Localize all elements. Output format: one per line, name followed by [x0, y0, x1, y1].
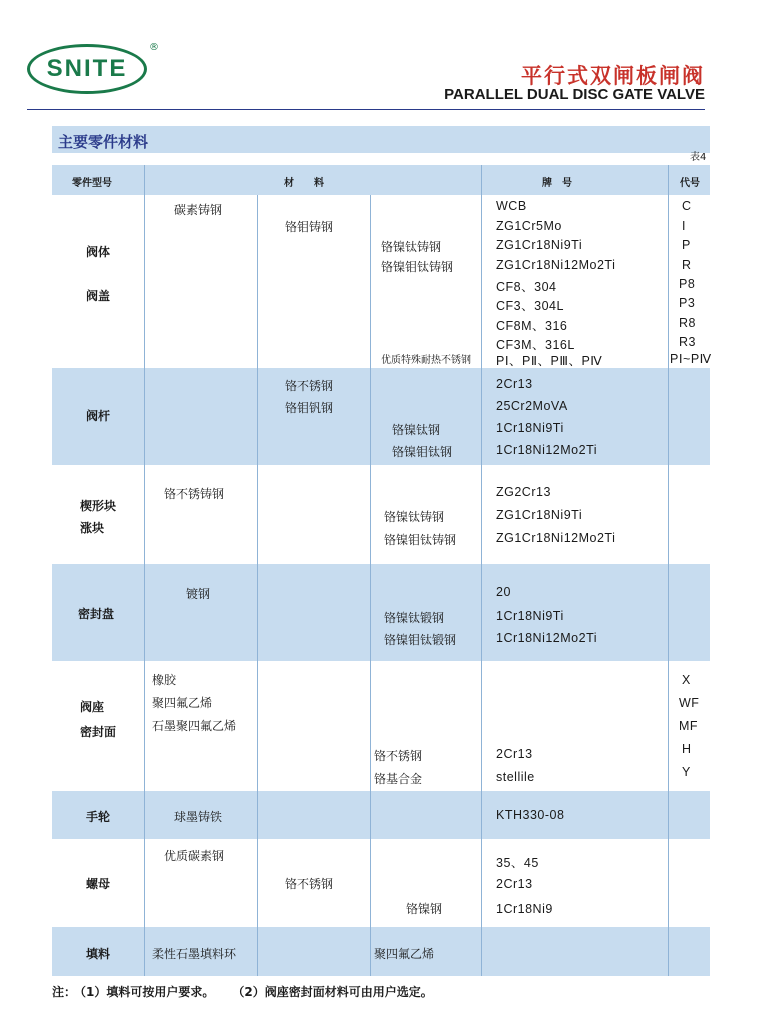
material-label: 优质碳素钢: [164, 849, 225, 863]
grade-value: ZG1Cr18Ni9Ti: [496, 238, 583, 252]
table-number: 表4: [690, 152, 707, 163]
material-label: 铬镍钛铸钢: [384, 510, 445, 524]
material-label: 石墨聚四氟乙烯: [152, 719, 237, 733]
material-label: 铬不锈钢: [374, 749, 423, 763]
code-value: P: [682, 238, 691, 252]
footnote: [52, 983, 457, 1000]
grade-value: 1Cr18Ni12Mo2Ti: [496, 631, 598, 645]
part-name: 阀座: [80, 700, 105, 714]
code-value: P3: [679, 296, 696, 310]
code-value: R3: [679, 335, 696, 349]
code-value: C: [682, 199, 692, 213]
column-divider: [481, 165, 482, 976]
code-value: X: [682, 673, 691, 687]
part-name: 楔形块: [80, 499, 117, 513]
material-label: 铬不锈钢: [285, 877, 334, 891]
part-name: 密封面: [80, 725, 117, 739]
part-name: 手轮: [86, 810, 111, 824]
table-row: [52, 465, 710, 564]
material-label: 聚四氟乙烯: [374, 947, 435, 961]
code-value: WF: [679, 696, 700, 710]
title-en: PARALLEL DUAL DISC GATE VALVE: [444, 86, 705, 103]
grade-value: 1Cr18Ni9: [496, 902, 553, 916]
grade-value: PⅠ、PⅡ、PⅢ、PⅣ: [496, 354, 603, 368]
grade-value: 25Cr2MoVA: [496, 399, 568, 413]
header-code: 代号: [680, 178, 700, 189]
code-value: MF: [679, 719, 699, 733]
material-label: 铬镍钛锻钢: [384, 611, 445, 625]
table-row: [52, 564, 710, 661]
grade-value: CF8、304: [496, 280, 557, 294]
part-name: 螺母: [86, 877, 111, 891]
material-label: 铬不锈钢: [285, 379, 334, 393]
table-row: [52, 368, 710, 465]
part-name: 填料: [86, 947, 111, 961]
grade-value: ZG1Cr18Ni12Mo2Ti: [496, 531, 616, 545]
grade-value: ZG1Cr5Mo: [496, 219, 562, 233]
code-value: R: [682, 258, 692, 272]
grade-value: KTH330-08: [496, 808, 565, 822]
material-label: 铬镍钼钛铸钢: [381, 260, 454, 274]
header-part: 零件型号: [72, 178, 112, 189]
grade-value: CF8M、316: [496, 319, 568, 333]
material-label: 铬镍钛铸钢: [381, 240, 442, 254]
material-label: 柔性石墨填料环: [152, 947, 237, 961]
materials-table: [52, 165, 710, 976]
part-name: 密封盘: [78, 607, 115, 621]
material-label: 橡胶: [152, 673, 177, 687]
grade-value: ZG1Cr18Ni9Ti: [496, 508, 583, 522]
grade-value: CF3、304L: [496, 299, 564, 313]
code-value: P8: [679, 277, 696, 291]
grade-value: CF3M、316L: [496, 338, 575, 352]
column-divider: [144, 165, 145, 976]
code-value: I: [682, 219, 686, 233]
brand-logo: [27, 44, 147, 94]
material-label: 优质特殊耐热不锈钢: [381, 355, 471, 366]
grade-value: 1Cr18Ni9Ti: [496, 421, 564, 435]
code-value: PⅠ~PⅣ: [670, 352, 712, 366]
grade-value: stellile: [496, 770, 535, 784]
grade-value: 35、45: [496, 856, 539, 870]
grade-value: 2Cr13: [496, 877, 533, 891]
grade-value: ZG1Cr18Ni12Mo2Ti: [496, 258, 616, 272]
material-label: 铬基合金: [374, 772, 423, 786]
grade-value: 2Cr13: [496, 747, 533, 761]
material-label: 铬镍钼钛钢: [392, 445, 453, 459]
material-label: 聚四氟乙烯: [152, 696, 213, 710]
material-label: 铬镍钼钛铸钢: [384, 533, 457, 547]
registered-mark: ®: [149, 42, 159, 53]
material-label: 碳素铸钢: [174, 203, 223, 217]
code-value: R8: [679, 316, 696, 330]
material-label: 铬镍钢: [406, 902, 443, 916]
material-label: 铬钼铸钢: [285, 220, 334, 234]
part-name: 涨块: [80, 521, 105, 535]
material-label: 铬钼钒钢: [285, 401, 334, 415]
part-name: 阀盖: [86, 289, 111, 303]
code-value: Y: [682, 765, 691, 779]
grade-value: 1Cr18Ni12Mo2Ti: [496, 443, 598, 457]
material-label: 铬镍钼钛锻钢: [384, 633, 457, 647]
grade-value: 20: [496, 585, 511, 599]
title-cn: 平行式双闸板闸阀: [521, 64, 705, 88]
table-row: [52, 791, 710, 839]
column-divider: [257, 195, 258, 976]
section-title: 主要零件材料: [58, 133, 149, 151]
note-1: （1）填料可按用户要求。: [80, 985, 215, 999]
grade-value: ZG2Cr13: [496, 485, 551, 499]
header-material: 材 料: [284, 178, 324, 189]
material-label: 铬镍钛钢: [392, 423, 441, 437]
material-label: 球墨铸铁: [174, 810, 223, 824]
part-name: 阀杆: [86, 409, 111, 423]
header-grade: 牌 号: [542, 178, 572, 189]
grade-value: 2Cr13: [496, 377, 533, 391]
table-row: [52, 195, 710, 368]
note-2: （2）阀座密封面材料可由用户选定。: [238, 985, 433, 999]
note-label: 注：: [52, 985, 77, 999]
table-header-row: [52, 165, 710, 195]
column-divider: [668, 165, 669, 976]
section-header: [52, 126, 710, 153]
part-name: 阀体: [86, 245, 111, 259]
material-label: 镀钢: [186, 587, 211, 601]
column-divider: [370, 195, 371, 976]
table-row: [52, 839, 710, 927]
grade-value: 1Cr18Ni9Ti: [496, 609, 564, 623]
logo-text: SNITE: [46, 55, 128, 82]
grade-value: WCB: [496, 199, 527, 213]
material-label: 铬不锈铸钢: [164, 487, 225, 501]
code-value: H: [682, 742, 692, 756]
header-divider: [27, 109, 705, 110]
